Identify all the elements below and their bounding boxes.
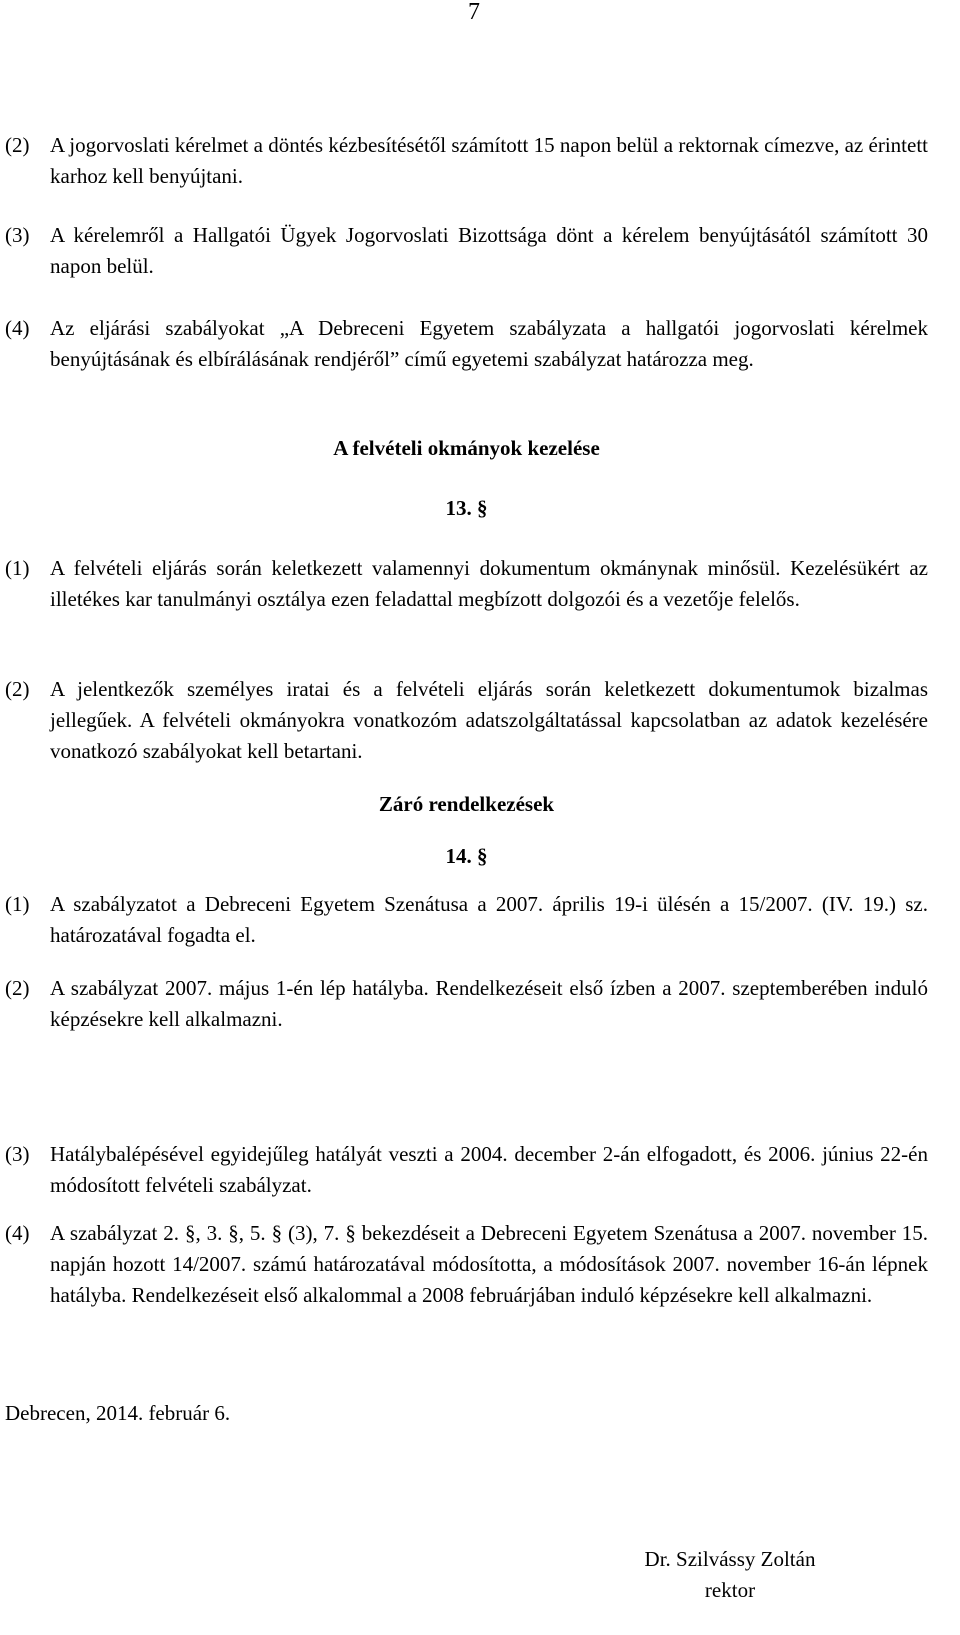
section-number-14 <box>5 841 928 872</box>
paragraph-text: A szabályzat 2007. május 1-én lép hatályba. Rendelkezéseit első ízben a 2007. szeptemberében induló képzésekre kell alkalmazni. <box>50 976 928 1031</box>
paragraph-text: A szabályzatot a Debreceni Egyetem Szenátusa a 2007. április 19-i ülésén a 15/2007. (IV. 19.) sz. határozatával fogadta el. <box>50 892 928 947</box>
paragraph-14-3 <box>5 1139 928 1201</box>
section-number-13 <box>5 493 928 524</box>
paragraph-number: (2) <box>5 133 30 157</box>
paragraph-14-1 <box>5 889 928 951</box>
paragraph-number: (4) <box>5 316 30 340</box>
paragraph-number: (2) <box>5 976 30 1000</box>
paragraph-number: (2) <box>5 677 30 701</box>
place-and-date: Debrecen, 2014. február 6. <box>5 1401 231 1425</box>
paragraph-14-4 <box>5 1218 928 1311</box>
paragraph-13-1 <box>5 553 928 615</box>
paragraph-text: A felvételi eljárás során keletkezett valamennyi dokumentum okmánynak minősül. Kezelésükért az illetékes kar tanulmányi osztálya ezen feladattal megbízott dolgozói és a vezetője felelős. <box>50 556 928 611</box>
paragraph-text: A jelentkezők személyes iratai és a felvételi eljárás során keletkezett dokumentumok bizalmas jellegűek. A felvételi okmányokra vonatkozóm adatszolgáltatással kapcsolatban az adatok kezelésére vonatkozó szabályokat kell betartani. <box>50 677 928 763</box>
paragraph-12-4 <box>5 313 928 375</box>
signatory-title: rektor <box>704 1578 756 1602</box>
page-number: 7 <box>468 0 480 25</box>
paragraph-number: (4) <box>5 1221 30 1245</box>
paragraph-number: (3) <box>5 223 30 247</box>
section-sign: § <box>477 844 488 868</box>
paragraph-text: A szabályzat 2. §, 3. §, 5. § (3), 7. § bekezdéseit a Debreceni Egyetem Szenátusa a 2007. november 15. napján hozott 14/2007. számú határozatával módosította, a módosítások 2007. november 16-án lépnek hatályba. Rendelkezéseit első alkalommal a 2008 februárjában induló képzésekre kell alkalmazni. <box>50 1221 928 1307</box>
paragraph-number: (1) <box>5 892 30 916</box>
signatory-name: Dr. Szilvássy Zoltán <box>644 1547 816 1571</box>
section-heading-final-provisions: Záró rendelkezések <box>378 792 555 816</box>
paragraph-number: (1) <box>5 556 30 580</box>
section-sign: § <box>477 496 488 520</box>
paragraph-text: A jogorvoslati kérelmet a döntés kézbesítésétől számított 15 napon belül a rektornak címezve, az érintett karhoz kell benyújtani. <box>50 133 928 188</box>
paragraph-text: Hatálybalépésével egyidejűleg hatályát veszti a 2004. december 2-án elfogadott, és 2006. június 22-én módosított felvételi szabályzat. <box>50 1142 928 1197</box>
paragraph-text: Az eljárási szabályokat „A Debreceni Egyetem szabályzata a hallgatói jogorvoslati kérelmek benyújtásának és elbírálásának rendjéről” című egyetemi szabályzat határozza meg. <box>50 316 928 371</box>
paragraph-12-2 <box>5 130 928 192</box>
paragraph-text: A kérelemről a Hallgatói Ügyek Jogorvoslati Bizottsága dönt a kérelem benyújtásától számított 30 napon belül. <box>50 223 928 278</box>
paragraph-12-3 <box>5 220 928 282</box>
section-heading-admission-documents: A felvételi okmányok kezelése <box>333 436 600 460</box>
paragraph-13-2 <box>5 674 928 767</box>
paragraph-number: (3) <box>5 1142 30 1166</box>
signature-block <box>620 1544 840 1606</box>
section-number: 13. <box>445 496 472 520</box>
paragraph-14-2 <box>5 973 928 1035</box>
section-number: 14. <box>445 844 472 868</box>
